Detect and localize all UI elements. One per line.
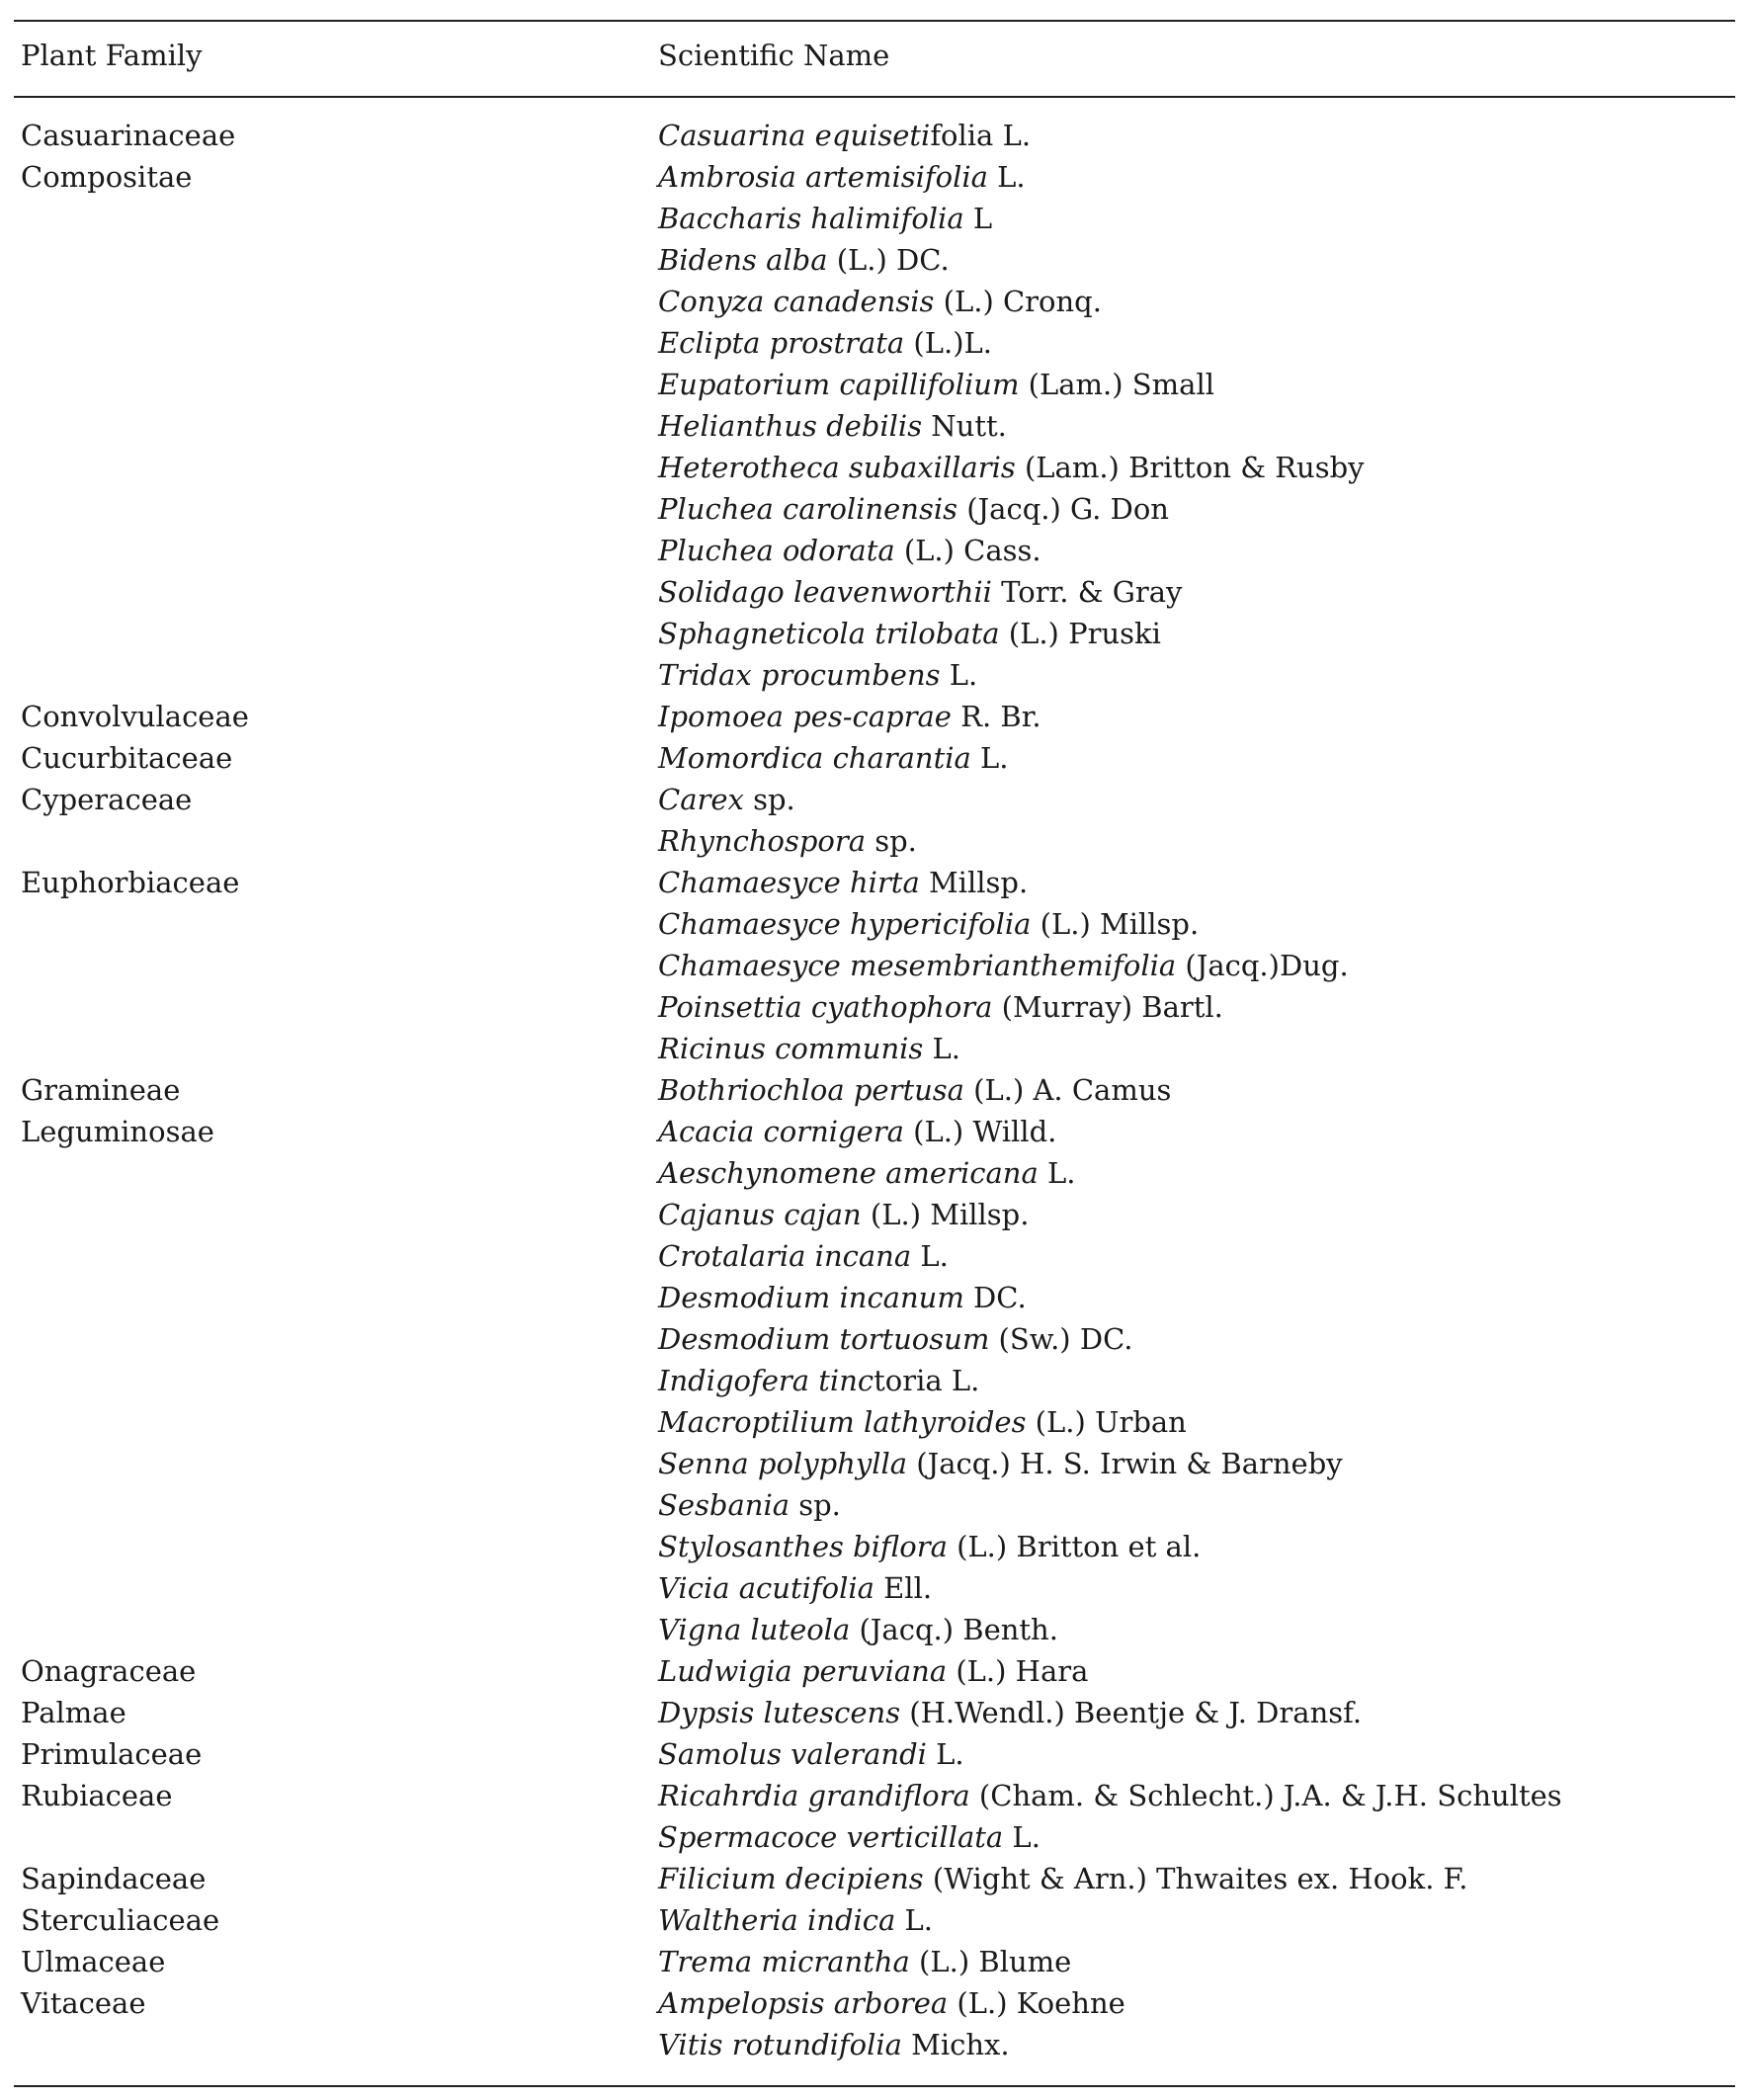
scientific-name-cell [658, 1069, 1171, 1111]
table-row [0, 364, 1748, 405]
scientific-name-italic: Tridax procumbens [658, 658, 941, 692]
table-row [0, 696, 1748, 737]
plant-family-cell: Onagraceae [21, 1654, 197, 1688]
scientific-name-authority: sp. [790, 1488, 841, 1522]
scientific-name-authority: (L.) Urban [1026, 1405, 1187, 1439]
scientific-name-authority: (Wight & Arn.) Thwaites ex. Hook. F. [923, 1862, 1468, 1895]
scientific-name-italic: Ludwigia peruviana [658, 1654, 948, 1688]
scientific-name-italic: Momordica charantia [658, 741, 971, 775]
scientific-name-italic: Helianthus debilis [658, 409, 923, 443]
scientific-name-cell [658, 115, 1031, 156]
scientific-name-cell [658, 1277, 1027, 1318]
table-header [0, 36, 1748, 75]
scientific-name-italic: Carex [658, 783, 744, 816]
table-row [0, 1069, 1748, 1111]
scientific-name-cell [658, 239, 950, 281]
table-row [0, 1526, 1748, 1567]
table-row [0, 737, 1748, 779]
scientific-name-authority: (L.) Cass. [894, 534, 1041, 567]
scientific-name-italic: Spermacoce verticillata [658, 1820, 1004, 1854]
scientific-name-cell [658, 530, 1041, 571]
scientific-name-authority: Nutt. [922, 409, 1007, 443]
table-row [0, 1152, 1748, 1194]
scientific-name-authority: (L.) A. Camus [963, 1073, 1172, 1107]
scientific-name-italic: Sphagneticola trilobata [658, 617, 1000, 650]
plant-family-cell: Cyperaceae [21, 783, 193, 816]
header-scientific-name: Scientific Name [658, 39, 890, 72]
scientific-name-authority: Torr. & Gray [991, 575, 1183, 609]
table-row [0, 1360, 1748, 1401]
scientific-name-italic: Eclipta prostrata [658, 326, 905, 360]
scientific-name-italic: Ampelopsis arborea [658, 1986, 949, 2020]
scientific-name-italic: Casuarina equiseti [658, 119, 931, 152]
scientific-name-italic: Heterotheca subaxillaris [658, 451, 1016, 484]
scientific-name-italic: Sesbania [658, 1488, 791, 1522]
scientific-name-italic: Vigna luteola [658, 1613, 851, 1646]
table-row [0, 405, 1748, 447]
scientific-name-cell [658, 1484, 841, 1526]
scientific-name-authority: (L.) Willd. [903, 1115, 1057, 1148]
scientific-name-authority: (L.) Koehne [948, 1986, 1125, 2020]
table-bottom-rule [14, 2085, 1735, 2087]
table-row [0, 1443, 1748, 1484]
plant-family-cell: Euphorbiaceae [21, 866, 240, 899]
scientific-name-italic: Filicium decipiens [658, 1862, 924, 1895]
table-row [0, 488, 1748, 530]
scientific-name-cell [658, 1650, 1088, 1692]
scientific-name-cell [658, 1111, 1056, 1152]
table-row [0, 1194, 1748, 1235]
table-row [0, 862, 1748, 903]
scientific-name-authority: (Sw.) DC. [989, 1322, 1133, 1356]
scientific-name-italic: Samolus valerandi [658, 1737, 927, 1771]
plant-family-cell: Convolvulaceae [21, 700, 249, 733]
scientific-name-authority: (Lam.) Britton & Rusby [1015, 451, 1365, 484]
scientific-name-cell [658, 1609, 1058, 1650]
scientific-name-italic: Bidens alba [658, 243, 828, 277]
scientific-name-cell [658, 696, 1041, 737]
scientific-name-italic: Pluchea odorata [658, 534, 895, 567]
scientific-name-authority: Ell. [874, 1571, 933, 1605]
scientific-name-authority: (L.) DC. [827, 243, 950, 277]
scientific-name-cell [658, 986, 1223, 1028]
scientific-name-cell [658, 1899, 933, 1941]
plant-family-cell: Ulmaceae [21, 1945, 166, 1978]
table-row [0, 322, 1748, 364]
scientific-name-italic: Desmodium incanum [658, 1281, 964, 1314]
table-row [0, 1692, 1748, 1733]
scientific-name-authority: (Murray) Bartl. [992, 990, 1223, 1024]
scientific-name-cell [658, 156, 1026, 198]
table-row [0, 986, 1748, 1028]
scientific-name-cell [658, 198, 992, 239]
scientific-name-italic: Waltheria indica [658, 1903, 896, 1937]
scientific-name-italic: Pluchea carolinensis [658, 492, 958, 526]
table-row [0, 1733, 1748, 1775]
scientific-name-cell [658, 405, 1007, 447]
table-row [0, 1982, 1748, 2024]
scientific-name-cell [658, 364, 1214, 405]
table-row [0, 571, 1748, 613]
scientific-name-cell [658, 1692, 1362, 1733]
scientific-name-authority: L. [987, 160, 1026, 194]
plant-family-cell: Compositae [21, 160, 193, 194]
scientific-name-authority: (H.Wendl.) Beentje & J. Dransf. [900, 1696, 1363, 1729]
plant-family-cell: Cucurbitaceae [21, 741, 233, 775]
scientific-name-cell [658, 820, 917, 862]
table-body [0, 115, 1748, 2065]
scientific-name-authority: L. [940, 658, 978, 692]
scientific-name-cell [658, 1733, 964, 1775]
scientific-name-cell [658, 737, 1009, 779]
scientific-name-authority: R. Br. [951, 700, 1041, 733]
plant-family-cell: Sapindaceae [21, 1862, 207, 1895]
scientific-name-cell [658, 1443, 1343, 1484]
scientific-name-italic: Dypsis lutescens [658, 1696, 901, 1729]
scientific-name-cell [658, 1401, 1187, 1443]
scientific-name-authority: sp. [743, 783, 795, 816]
scientific-name-italic: Vicia acutifolia [658, 1571, 874, 1605]
scientific-name-cell [658, 1941, 1071, 1982]
scientific-name-cell [658, 1982, 1125, 2024]
table-row [0, 820, 1748, 862]
table-row [0, 779, 1748, 820]
table-row [0, 447, 1748, 488]
plant-family-cell: Gramineae [21, 1073, 181, 1107]
table-row [0, 1401, 1748, 1443]
scientific-name-italic: Crotalaria incana [658, 1239, 912, 1273]
scientific-name-cell [658, 1858, 1467, 1899]
scientific-name-italic: Desmodium tortuosum [658, 1322, 990, 1356]
plant-family-cell: Sterculiaceae [21, 1903, 220, 1937]
scientific-name-cell [658, 862, 1028, 903]
scientific-name-italic: Vitis rotundifolia [658, 2028, 902, 2061]
table-row [0, 1277, 1748, 1318]
scientific-name-authority: (Jacq.)Dug. [1176, 949, 1349, 982]
scientific-name-italic: Ricahrdia grandiflora [658, 1779, 970, 1812]
plant-family-cell: Vitaceae [21, 1986, 146, 2020]
table-row [0, 1899, 1748, 1941]
table-row [0, 115, 1748, 156]
scientific-name-authority: L. [970, 741, 1009, 775]
header-plant-family: Plant Family [21, 39, 203, 72]
table-row [0, 613, 1748, 654]
table-row [0, 1318, 1748, 1360]
scientific-name-italic: Senna polyphylla [658, 1447, 908, 1480]
scientific-name-cell [658, 945, 1349, 986]
scientific-name-authority: (Jacq.) G. Don [957, 492, 1169, 526]
scientific-name-authority: (L.) Britton et al. [947, 1530, 1202, 1563]
scientific-name-italic: Macroptilium lathyroides [658, 1405, 1027, 1439]
scientific-name-italic: Eupatorium capillifolium [658, 368, 1020, 401]
table-row [0, 945, 1748, 986]
table-row [0, 1775, 1748, 1816]
table-row [0, 1111, 1748, 1152]
scientific-name-italic: Conyza canadensis [658, 285, 935, 318]
plant-family-cell: Casuarinaceae [21, 119, 236, 152]
table-row [0, 1028, 1748, 1069]
scientific-name-cell [658, 1235, 949, 1277]
scientific-name-authority: (L.) Pruski [999, 617, 1161, 650]
scientific-name-authority: sp. [866, 824, 917, 858]
scientific-name-italic: Indigofera tinc [658, 1364, 874, 1397]
scientific-name-cell [658, 488, 1169, 530]
scientific-name-italic: Bothriochloa pertusa [658, 1073, 964, 1107]
scientific-name-cell [658, 447, 1365, 488]
scientific-name-cell [658, 1816, 1040, 1858]
scientific-name-cell [658, 1526, 1201, 1567]
table-row [0, 1484, 1748, 1526]
scientific-name-italic: Ricinus communis [658, 1032, 924, 1065]
scientific-name-cell [658, 2024, 1010, 2065]
scientific-name-authority: (Jacq.) Benth. [850, 1613, 1058, 1646]
scientific-name-cell [658, 654, 977, 696]
scientific-name-authority: (L.)L. [904, 326, 993, 360]
scientific-name-cell [658, 1194, 1029, 1235]
scientific-name-italic: Ambrosia artemisifolia [658, 160, 988, 194]
scientific-name-italic: Ipomoea pes-caprae [658, 700, 952, 733]
scientific-name-authority: (Lam.) Small [1019, 368, 1215, 401]
scientific-name-italic: Solidago leavenworthii [658, 575, 992, 609]
scientific-name-italic: Acacia cornigera [658, 1115, 904, 1148]
scientific-name-cell [658, 1028, 960, 1069]
scientific-name-italic: Stylosanthes biflora [658, 1530, 948, 1563]
plant-family-cell: Leguminosae [21, 1115, 214, 1148]
table-row [0, 281, 1748, 322]
scientific-name-cell [658, 1567, 932, 1609]
scientific-name-authority: L. [923, 1032, 960, 1065]
table-row [0, 1235, 1748, 1277]
scientific-name-authority: (Jacq.) H. S. Irwin & Barneby [907, 1447, 1343, 1480]
scientific-name-authority: L. [895, 1903, 934, 1937]
scientific-name-italic: Baccharis halimifolia [658, 202, 964, 235]
scientific-name-cell [658, 322, 992, 364]
scientific-name-cell [658, 903, 1199, 945]
scientific-name-italic: Poinsettia cyathophora [658, 990, 993, 1024]
scientific-name-italic: Rhynchospora [658, 824, 867, 858]
table-row [0, 1567, 1748, 1609]
table-row [0, 1858, 1748, 1899]
table-row [0, 156, 1748, 198]
scientific-name-cell [658, 1318, 1132, 1360]
scientific-name-cell [658, 779, 795, 820]
scientific-name-italic: Aeschynomene americana [658, 1156, 1039, 1190]
scientific-name-authority: L. [1038, 1156, 1076, 1190]
scientific-name-authority: toria L. [874, 1364, 980, 1397]
scientific-name-authority: (L.) Cronq. [934, 285, 1102, 318]
table-row [0, 530, 1748, 571]
scientific-name-cell [658, 1360, 979, 1401]
plant-family-cell: Primulaceae [21, 1737, 203, 1771]
table-header-rule [14, 96, 1735, 98]
scientific-name-italic: Trema micrantha [658, 1945, 910, 1978]
plant-family-cell: Palmae [21, 1696, 126, 1729]
scientific-name-authority: L. [911, 1239, 949, 1273]
scientific-name-authority: folia L. [930, 119, 1032, 152]
scientific-name-italic: Chamaesyce hypericifolia [658, 907, 1032, 941]
scientific-name-authority: Millsp. [919, 866, 1029, 899]
plant-family-cell: Rubiaceae [21, 1779, 173, 1812]
scientific-name-italic: Chamaesyce mesembrianthemifolia [658, 949, 1177, 982]
scientific-name-authority: Michx. [901, 2028, 1010, 2061]
table-top-rule [14, 20, 1735, 22]
table-row [0, 903, 1748, 945]
scientific-name-authority: DC. [963, 1281, 1027, 1314]
scientific-name-authority: L. [926, 1737, 964, 1771]
scientific-name-cell [658, 1775, 1562, 1816]
scientific-name-cell [658, 1152, 1075, 1194]
scientific-name-cell [658, 281, 1102, 322]
scientific-name-authority: (L.) Blume [909, 1945, 1072, 1978]
scientific-name-italic: Chamaesyce hirta [658, 866, 920, 899]
scientific-name-italic: Cajanus cajan [658, 1198, 862, 1231]
table-row [0, 2024, 1748, 2065]
table-row [0, 1941, 1748, 1982]
table-row [0, 239, 1748, 281]
table-row [0, 198, 1748, 239]
scientific-name-authority: (Cham. & Schlecht.) J.A. & J.H. Schultes [969, 1779, 1562, 1812]
table-row [0, 1650, 1748, 1692]
scientific-name-authority: L [963, 202, 993, 235]
scientific-name-cell [658, 613, 1161, 654]
scientific-name-authority: (L.) Millsp. [861, 1198, 1030, 1231]
scientific-name-authority: (L.) Hara [947, 1654, 1089, 1688]
scientific-name-cell [658, 571, 1182, 613]
table-row [0, 654, 1748, 696]
table-row [0, 1816, 1748, 1858]
scientific-name-authority: (L.) Millsp. [1031, 907, 1200, 941]
scientific-name-authority: L. [1003, 1820, 1040, 1854]
table-row [0, 1609, 1748, 1650]
